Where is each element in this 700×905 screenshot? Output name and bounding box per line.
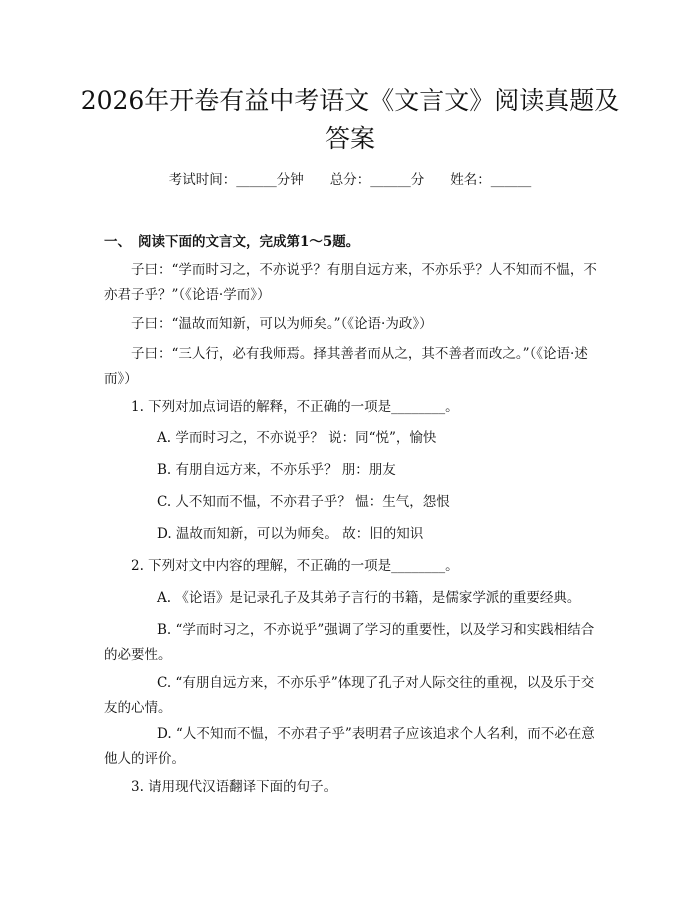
total-score-label: 总分：______分 <box>329 172 425 188</box>
question-stem: 2. 下列对文中内容的理解，不正确的一项是________。 <box>131 558 459 574</box>
question-option: D. 温故而知新，可以为师矣。 故：旧的知识 <box>157 526 424 542</box>
passage-paragraph: 子曰：“三人行，必有我师焉。择其善者而从之，其不善者而改之。”（《论语·述而》） <box>104 346 588 387</box>
question-stem: 3. 请用现代汉语翻译下面的句子。 <box>131 779 338 795</box>
question-stem: 1. 下列对加点词语的解释，不正确的一项是________。 <box>131 399 459 415</box>
question-option: A. 学而时习之，不亦说乎？ 说：同“悦”，愉快 <box>157 430 437 446</box>
question-option: D. “人不知而不愠，不亦君子乎”表明君子应该追求个人名利，而不必在意他人的评价。 <box>104 726 595 767</box>
section-heading <box>104 230 359 250</box>
exam-meta <box>0 168 700 188</box>
question-option: C. “有朋自远方来，不亦乐乎”体现了孔子对人际交往的重视，以及乐于交友的心情。 <box>104 675 595 716</box>
question-option: B. “学而时习之，不亦说乎”强调了学习的重要性，以及学习和实践相结合的必要性。 <box>104 622 595 663</box>
passage-paragraph: 子曰：“温故而知新，可以为师矣。”（《论语·为政》） <box>131 316 433 332</box>
section-number: 一、 <box>104 234 131 250</box>
exam-time-label: 考试时间：______分钟 <box>168 172 304 188</box>
passage-paragraph: 子曰：“学而时习之，不亦说乎？有朋自远方来，不亦乐乎？人不知而不愠，不亦君子乎？”（《论语·学而》） <box>104 262 597 303</box>
student-name-label: 姓名：______ <box>450 172 532 188</box>
document-title: 2026年开卷有益中考语文《文言文》阅读真题及答案 <box>80 86 620 153</box>
question-option: B. 有朋自远方来，不亦乐乎？ 朋：朋友 <box>157 462 396 478</box>
section-heading-text: 阅读下面的文言文，完成第1～5题。 <box>138 234 360 250</box>
question-option: A. 《论语》是记录孔子及其弟子言行的书籍，是儒家学派的重要经典。 <box>157 590 581 606</box>
question-option: C. 人不知而不愠，不亦君子乎？ 愠：生气，怨恨 <box>157 494 450 510</box>
